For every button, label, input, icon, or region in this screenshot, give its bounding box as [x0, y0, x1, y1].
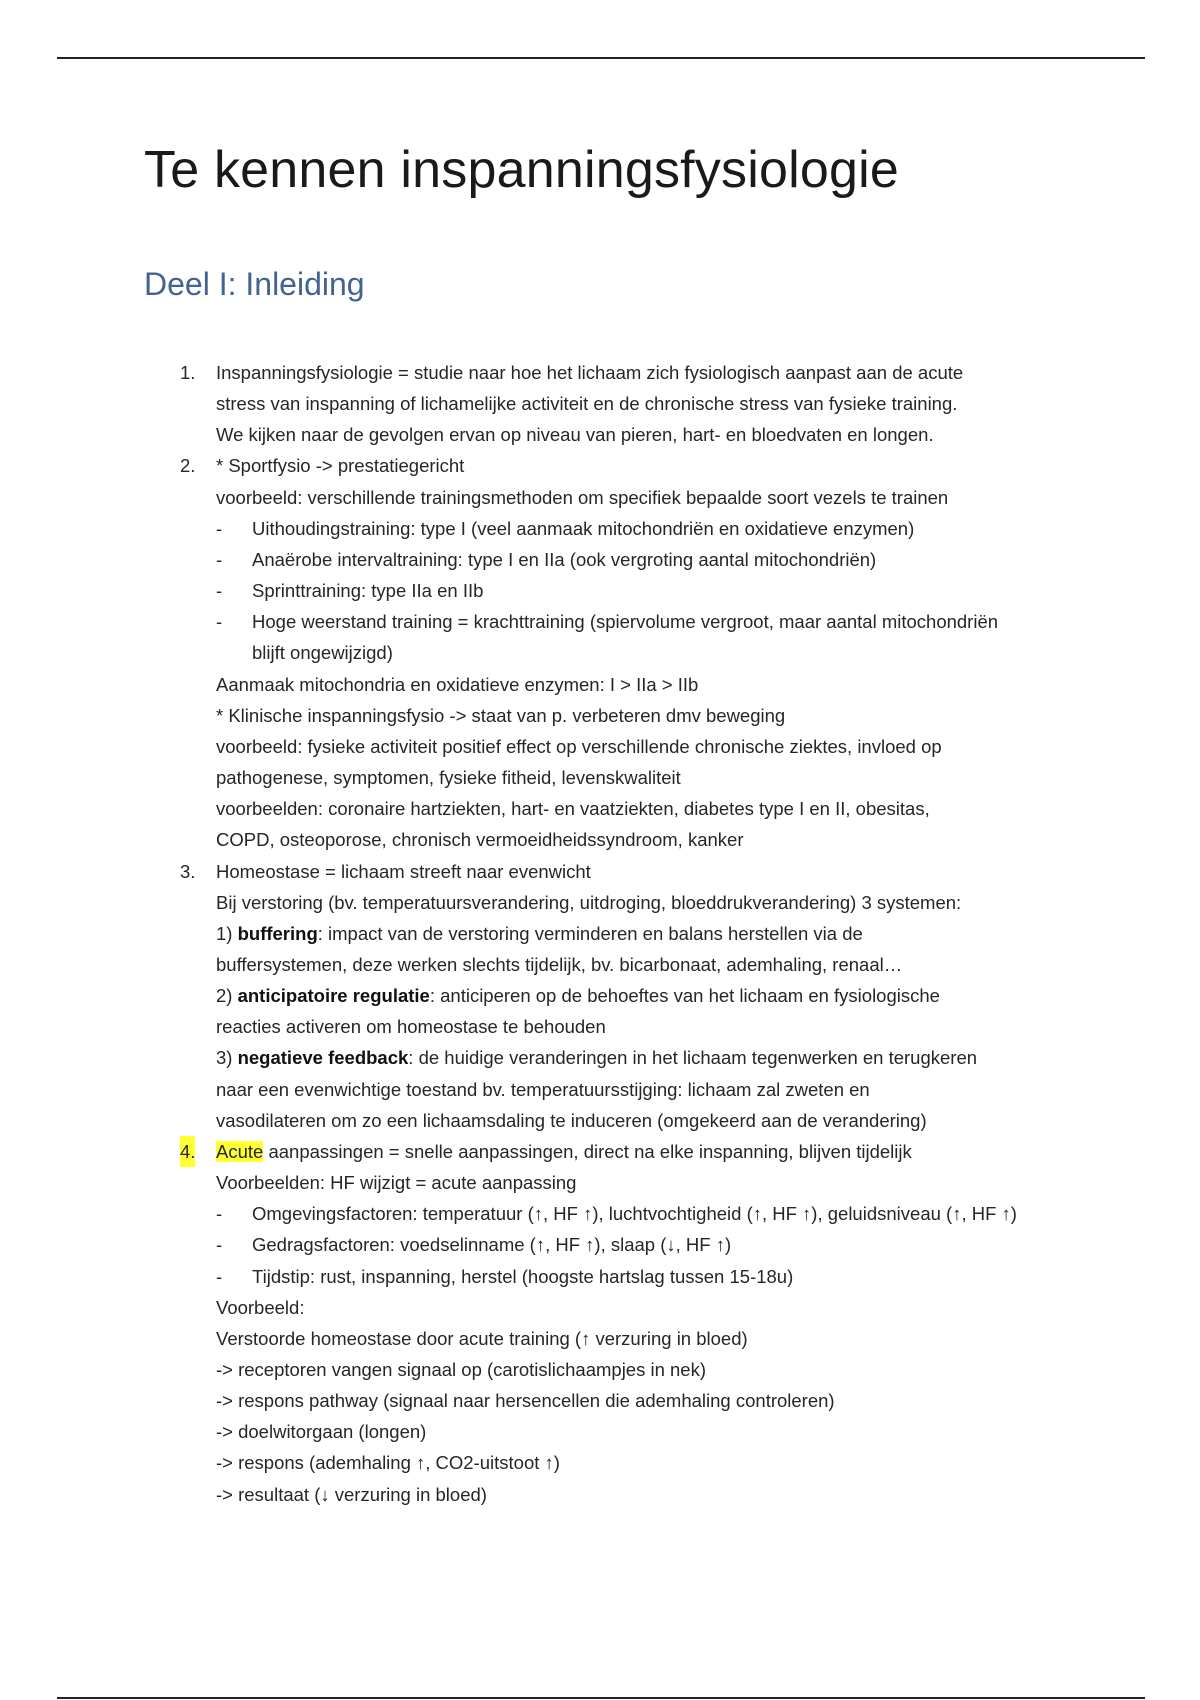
- list-number: 3.: [180, 860, 196, 882]
- bold-term: anticipatoire regulatie: [237, 985, 430, 1007]
- text-line: reacties activeren om homeostase te behouden: [216, 1016, 606, 1038]
- text-line: [216, 1042, 1084, 1073]
- text-line: stress van inspanning of lichamelijke activiteit en de chronische stress van fysieke training.: [216, 393, 958, 415]
- bullet-text: - Omgevingsfactoren: temperatuur (↑, HF ↑), luchtvochtigheid (↑, HF ↑), geluidsniveau (↑, HF ↑): [252, 1203, 1017, 1225]
- text-line: -> respons (ademhaling ↑, CO2-uitstoot ↑): [216, 1452, 560, 1474]
- list-number: 1.: [180, 362, 196, 383]
- bullet-text: - Anaërobe intervaltraining: type I en IIa (ook vergroting aantal mitochondriën): [252, 548, 877, 570]
- text-line: voorbeelden: coronaire hartziekten, hart- en vaatziekten, diabetes type I en II, obesitas,: [216, 798, 930, 820]
- text-line: Voorbeelden: HF wijzigt = acute aanpassing: [216, 1172, 577, 1194]
- bullet-item: [216, 1261, 1084, 1292]
- text-line: -> resultaat (↓ verzuring in bloed): [216, 1483, 487, 1505]
- bullet-item: [216, 544, 1084, 575]
- bullet-text: - Uithoudingstraining: type I (veel aanmaak mitochondriën en oxidatieve enzymen): [252, 517, 915, 539]
- text-line: Voorbeeld:: [216, 1296, 305, 1318]
- document-body: [144, 357, 1084, 1510]
- list-item-4: [144, 1136, 1084, 1510]
- text-line: [216, 980, 1084, 1011]
- text-run: 1): [216, 922, 238, 944]
- text-run: 2): [216, 985, 238, 1007]
- text-run: aanpassingen = snelle aanpassingen, direct na elke inspanning, blijven tijdelijk: [263, 1140, 912, 1162]
- text-line: Verstoorde homeostase door acute training (↑ verzuring in bloed): [216, 1327, 748, 1349]
- text-line: -> respons pathway (signaal naar hersencellen die ademhaling controleren): [216, 1390, 835, 1412]
- text-line: * Sportfysio -> prestatiegericht: [216, 455, 465, 477]
- list-number: 2.: [180, 455, 196, 477]
- bullet-text: - Sprinttraining: type IIa en IIb: [252, 580, 484, 602]
- bullet-item: [216, 513, 1084, 544]
- text-line: -> doelwitorgaan (longen): [216, 1421, 427, 1443]
- text-line: [216, 1136, 1084, 1167]
- list-item-2: [144, 450, 1084, 855]
- bullet-text: - Gedragsfactoren: voedselinname (↑, HF ↑), slaap (↓, HF ↑): [252, 1234, 732, 1256]
- footer-rule: [57, 1697, 1145, 1699]
- text-line: * Klinische inspanningsfysio -> staat van p. verbeteren dmv beweging: [216, 704, 786, 726]
- bullet-text: - Hoge weerstand training = krachttraining (spiervolume vergroot, maar aantal mitochondriën blijft ongewijzigd): [252, 611, 999, 664]
- list-item-3: [144, 856, 1084, 1136]
- text-line: [216, 918, 1084, 949]
- text-line: vasodilateren om zo een lichaamsdaling te induceren (omgekeerd aan de verandering): [216, 1109, 927, 1131]
- text-run: : impact van de verstoring verminderen en balans herstellen via de: [317, 922, 863, 944]
- text-line: Homeostase = lichaam streeft naar evenwicht: [216, 860, 591, 882]
- text-line: naar een evenwichtige toestand bv. temperatuursstijging: lichaam zal zweten en: [216, 1078, 870, 1100]
- text-line: -> receptoren vangen signaal op (carotislichaampjes in nek): [216, 1359, 707, 1380]
- bullet-item: [216, 1229, 1084, 1260]
- header-rule: [57, 57, 1145, 59]
- page-title: Te kennen inspanningsfysiologie: [144, 141, 899, 199]
- text-line: buffersystemen, deze werken slechts tijdelijk, bv. bicarbonaat, ademhaling, renaal…: [216, 953, 903, 975]
- bullet-item: [216, 575, 1084, 606]
- highlighted-text: Acute: [216, 1140, 264, 1162]
- bullet-item: [216, 606, 1012, 668]
- text-run: 3): [216, 1047, 238, 1069]
- section-heading: Deel I: Inleiding: [144, 266, 365, 302]
- text-line: We kijken naar de gevolgen ervan op niveau van pieren, hart- en bloedvaten en longen.: [216, 424, 934, 446]
- text-run: : anticiperen op de behoeftes van het lichaam en fysiologische: [429, 985, 940, 1007]
- text-line: COPD, osteoporose, chronisch vermoeidheidssyndroom, kanker: [216, 829, 744, 851]
- text-line: pathogenese, symptomen, fysieke fitheid, levenskwaliteit: [216, 767, 681, 789]
- text-line: Inspanningsfysiologie = studie naar hoe het lichaam zich fysiologisch aanpast aan de acute: [216, 362, 964, 383]
- text-line: Aanmaak mitochondria en oxidatieve enzymen: I > IIa > IIb: [216, 673, 699, 695]
- bullet-text: - Tijdstip: rust, inspanning, herstel (hoogste hartslag tussen 15-18u): [252, 1265, 794, 1287]
- bold-term: buffering: [237, 922, 318, 944]
- text-run: : de huidige veranderingen in het lichaam tegenwerken en terugkeren: [408, 1047, 978, 1069]
- text-line: voorbeeld: verschillende trainingsmethoden om specifiek bepaalde soort vezels te trainen: [216, 486, 949, 508]
- list-item-1: [144, 357, 1084, 450]
- text-line: Bij verstoring (bv. temperatuursverandering, uitdroging, bloeddrukverandering) 3 systemen:: [216, 891, 962, 913]
- bold-term: negatieve feedback: [237, 1047, 409, 1069]
- text-line: voorbeeld: fysieke activiteit positief effect op verschillende chronische ziektes, invloed op: [216, 735, 942, 757]
- list-number: 4.: [180, 1136, 195, 1167]
- bullet-item: [216, 1198, 1062, 1229]
